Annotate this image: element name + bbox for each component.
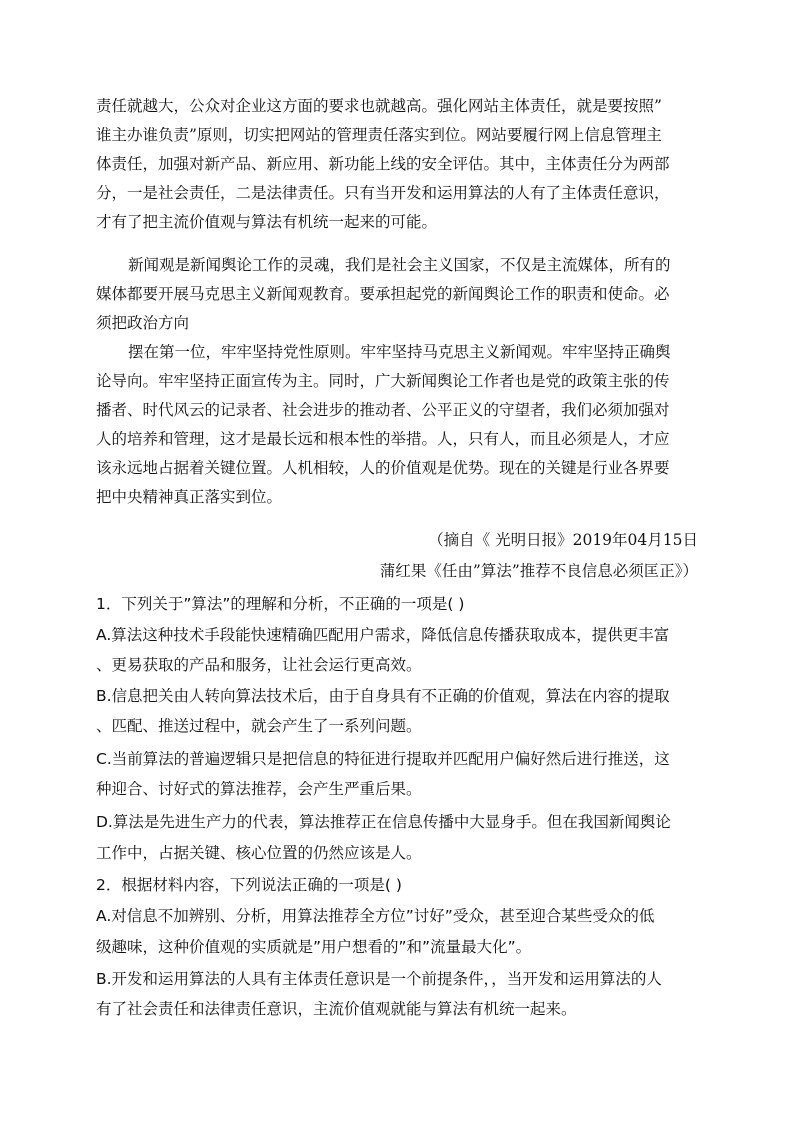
passage-line: 新闻观是新闻舆论工作的灵魂，我们是社会主义国家，不仅是主流媒体，所有的	[128, 256, 671, 274]
question-option: 级趣味，这种价值观的实质就是”用户想看的”和”流量最大化”。	[96, 938, 532, 956]
passage-line: 该永远地占据着关键位置。人机相较，人的价值观是优势。现在的关键是行业各界要	[96, 459, 670, 477]
passage-line: 谁主办谁负责”原则，切实把网站的管理责任落实到位。网站要履行网上信息管理主	[96, 126, 662, 144]
question-option: B.信息把关由人转向算法技术后，由于自身具有不正确的价值观，算法在内容的提取	[96, 687, 670, 705]
passage-line: 播者、时代风云的记录者、社会进步的推动者、公平正义的守望者，我们必须加强对	[96, 401, 670, 419]
question-option: 种迎合、讨好式的算法推荐，会产生严重后果。	[96, 780, 422, 798]
passage-line: 人的培养和管理，这才是最长远和根本性的举措。人，只有人，而且必须是人，才应	[96, 430, 670, 448]
passage-line: 摆在第一位，牢牢坚持党性原则。牢牢坚持马克思主义新闻观。牢牢坚持正确舆	[128, 343, 671, 361]
question-option: 工作中，占据关键、核心位置的仍然应该是人。	[96, 844, 422, 862]
passage-line: 体责任，加强对新产品、新应用、新功能上线的安全评估。其中，主体责任分为两部	[96, 155, 670, 173]
question-option: 、匹配、推送过程中，就会产生了一系列问题。	[96, 717, 422, 735]
question-option: C.当前算法的普遍逻辑只是把信息的特征进行提取并匹配用户偏好然后进行推送，这	[96, 750, 670, 768]
question-stem: 1．下列关于”算法”的理解和分析，不正确的一项是( )	[96, 595, 465, 613]
question-option: A.算法这种技术手段能快速精确匹配用户需求，降低信息传播获取成本，提供更丰富	[96, 626, 670, 644]
passage-line: 须把政治方向	[96, 314, 190, 332]
passage-line: 才有了把主流价值观与算法有机统一起来的可能。	[96, 213, 438, 231]
passage-line: 论导向。牢牢坚持正面宣传为主。同时，广大新闻舆论工作者也是党的政策主张的传	[96, 372, 670, 390]
passage-line: 分，一是社会责任，二是法律责任。只有当开发和运用算法的人有了主体责任意识，	[96, 184, 670, 202]
source-citation: 蒲红果《任由”算法”推荐不良信息必须匡正》）	[379, 562, 698, 580]
question-option: B.开发和运用算法的人具有主体责任意识是一个前提条件，，当开发和运用算法的人	[96, 970, 662, 988]
question-option: D.算法是先进生产力的代表，算法推荐正在信息传播中大显身手。但在我国新闻舆论	[96, 813, 671, 831]
question-option: 、更易获取的产品和服务，让社会运行更高效。	[96, 656, 422, 674]
passage-line: 责任就越大，公众对企业这方面的要求也就越高。强化网站主体责任，就是要按照”	[96, 97, 662, 115]
passage-line: 媒体都要开展马克思主义新闻观教育。要承担起党的新闻舆论工作的职责和使命。必	[96, 285, 670, 303]
question-stem: 2．根据材料内容，下列说法正确的一项是( )	[96, 876, 402, 894]
question-option: A.对信息不加辨别、分析，用算法推荐全方位”讨好”受众，甚至迎合某些受众的低	[96, 907, 655, 925]
passage-line: 把中央精神真正落实到位。	[96, 488, 283, 506]
question-option: 有了社会责任和法律责任意识，主流价值观就能与算法有机统一起来。	[96, 1000, 577, 1018]
source-citation: （摘自《 光明日报》2019年04月15日	[428, 531, 698, 549]
